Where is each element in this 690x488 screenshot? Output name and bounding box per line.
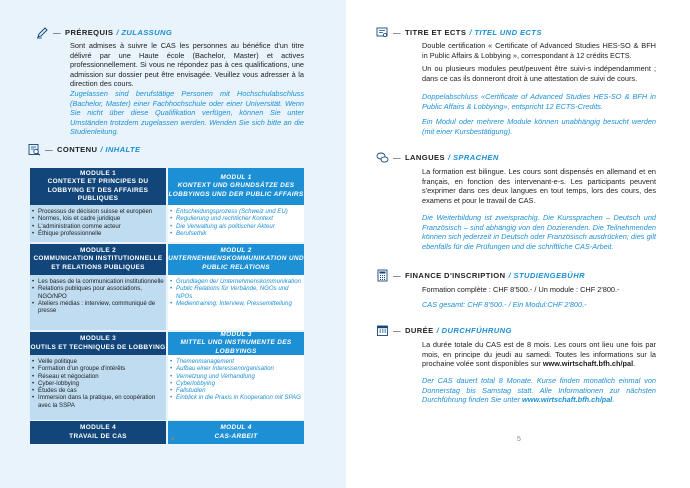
list-item: • Vernetzung und Verhandlung: [168, 373, 304, 380]
list-item: • Les bases de la communication institutionnelle: [30, 278, 166, 285]
list-item: • Immersion dans la pratique, en coopération avec la SSPA: [30, 394, 166, 409]
page-number-left: 4: [171, 436, 175, 443]
langues-heading: — LANGUES / SPRACHEN: [376, 151, 499, 164]
list-item: • Medientraining: Interview, Pressemitteilung: [168, 300, 304, 307]
list-item: • Normes, lois et cadre juridique: [30, 215, 166, 222]
langues-text-de: Die Weiterbildung ist zweisprachig. Die Kurssprachen – Deutsch und Französisch – sind abhängig von den Dozierenden. Die Teilnehmenden können sich jederzeit in Deutsch oder Französisch ausdrücken; dies gilt ebenfalls für die Prüfungen und die schriftliche CAS-Arbeit.: [422, 213, 656, 251]
prerequis-text-de: Zugelassen sind berufstätige Personen mit Hochschulabschluss (Bachelor, Master) einer Fachhochschule oder einer Universität. Wenn Sie nicht über diese Qualifikation verfügen, können Sie unter Umständen trotzdem zugelassen werden. Wenden Sie sich bitte an die Studienleitung.: [70, 89, 304, 137]
pen-icon: [36, 26, 49, 39]
list-item: • Relations publiques pour associations, NGO/NPO: [30, 285, 166, 300]
module-4-fr-header: MODULE 4 TRAVAIL DE CAS: [30, 421, 166, 444]
finance-heading: — FINANCE D'INSCRIPTION / STUDIENGEBÜHR: [376, 269, 585, 282]
list-item: • Berufsethik: [168, 230, 304, 237]
prerequis-heading: — PRÉREQUIS / ZULASSUNG: [36, 26, 172, 39]
module-4-de-header: MODUL 4 CAS-ARBEIT: [168, 421, 304, 444]
duree-text-fr: La durée totale du CAS est de 8 mois. Les cours ont lieu une fois par mois, en principe du jeudi au samedi. Toutes les informations sur la prochaine volée sont disponibles sur www.wirtschaft.bfh.ch/pal.: [422, 340, 656, 369]
certificate-icon: [376, 26, 389, 39]
finance-text-de: CAS gesamt: CHF 8'500.- / Ein Modul:CHF 2'800.-: [422, 300, 587, 309]
list-item: • Veille politique: [30, 358, 166, 365]
module-1-de-header: MODUL 1 KONTEXT UND GRUNDSÄTZE DES LOBBYINGS UND DER PUBLIC AFFAIRS: [168, 168, 304, 205]
search-list-icon: [28, 143, 41, 156]
duree-text-de: Der CAS dauert total 8 Monate. Kurse finden monatlich einmal von Donnerstag bis Samstag statt. Alle Informationen zur nächsten Durchführung finden Sie unter www.wirtschaft.bfh.ch/pal.: [422, 376, 656, 405]
titre-text-fr-1: Double certification « Certificate of Advanced Studies HES-SO & BFH in Public Affairs & Lobbying », correspondant à 12 crédits ECTS.: [422, 41, 656, 60]
list-item: • Themenmanagement: [168, 358, 304, 365]
module-3-de-header: MODUL 3 MITTEL UND INSTRUMENTE DES LOBBYINGS: [168, 332, 304, 355]
list-item: • Grundlagen der Unternehmenskommunikation: [168, 278, 304, 285]
list-item: • L'administration comme acteur: [30, 223, 166, 230]
duree-heading: — DURÉE / DURCHFÜHRUNG: [376, 324, 512, 337]
module-1-de-list: [168, 205, 304, 242]
list-item: • Processus de décision suisse et européen: [30, 208, 166, 215]
module-2-de-list: [168, 275, 304, 330]
list-item: • Formation d'un groupe d'intérêts: [30, 365, 166, 372]
titre-text-de-1: Doppelabschluss «Certificate of Advanced Studies HES-SO & BFH in Public Affairs & Lobbying», entspricht 12 ECTS-Credits.: [422, 92, 656, 111]
list-item: • Éthique professionnelle: [30, 230, 166, 237]
speech-bubbles-icon: [376, 151, 389, 164]
titre-text-fr-2: Un ou plusieurs modules peut/peuvent être suivi-s indépendamment ; dans ce cas ils donneront droit à une attestation de suivi de cours.: [422, 64, 656, 83]
module-2-fr-header: MODULE 2 COMMUNICATION INSTITUTIONNELLE ET RELATIONS PUBLIQUES: [30, 244, 166, 275]
module-3-fr-list: [30, 355, 166, 420]
list-item: • Fallstudien: [168, 387, 304, 394]
module-1-fr-header: MODULE 1 CONTEXTE ET PRINCIPES DU LOBBYING ET DES AFFAIRES PUBLIQUES: [30, 168, 166, 205]
prerequis-text-fr: Sont admises à suivre le CAS les personnes au bénéfice d'un titre délivré par une Haute école (Bachelor, Master) et actives professionnellement. Si vous ne répondez pas à ces qualifications, une admission sur dossier peut être envisagée. Veuillez vous adresser à la direction des cours.: [70, 41, 304, 89]
module-1-fr-list: [30, 205, 166, 242]
list-item: • Réseau et négociation: [30, 373, 166, 380]
langues-text-fr: La formation est bilingue. Les cours sont dispensés en allemand et en français, en fonction des intervenant-e-s. Les participants peuvent s'exprimer dans ces deux langues en tout temps, lors des cours, des examens et pour le travail de CAS.: [422, 167, 656, 205]
module-2-de-header: MODUL 2 UNTERNEHMENSKOMMUNIKATION UND PUBLIC RELATIONS: [168, 244, 304, 275]
titre-text-de-2: Ein Modul oder mehrere Module können unabhängig besucht werden (mit einer Kursbestätigung).: [422, 117, 656, 136]
duree-link-fr[interactable]: www.wirtschaft.bfh.ch/pal: [542, 359, 634, 369]
list-item: • Regulierung und rechtlicher Kontext: [168, 215, 304, 222]
list-item: • Aufbau einer Interessenorganisation: [168, 365, 304, 372]
list-item: • Public Relations für Verbände, NGOs und NPOs: [168, 285, 304, 300]
module-3-de-list: [168, 355, 304, 420]
list-item: • Die Verwaltung als politischer Akteur: [168, 223, 304, 230]
contenu-heading: — CONTENU / INHALTE: [28, 143, 141, 156]
finance-text-fr: Formation complète : CHF 8'500.- / Un module : CHF 2'800.-: [422, 285, 620, 294]
page-number-right: 5: [517, 436, 521, 443]
list-item: • Cyberlobbying: [168, 380, 304, 387]
calendar-icon: [376, 324, 389, 337]
list-item: • Cyber-lobbying: [30, 380, 166, 387]
list-item: • Ateliers médias : interview, communiqué de presse: [30, 300, 166, 315]
list-item: • Études de cas: [30, 387, 166, 394]
list-item: • Einblick in die Praxis in Kooperation mit SPAG: [168, 394, 304, 401]
right-page: [346, 0, 690, 488]
module-3-fr-header: MODULE 3 OUTILS ET TECHNIQUES DE LOBBYING: [30, 332, 166, 355]
list-item: • Entscheidungsprozess (Schweiz und EU): [168, 208, 304, 215]
module-2-fr-list: [30, 275, 166, 330]
duree-link-de[interactable]: www.wirtschaft.bfh.ch/pal: [522, 395, 613, 405]
calculator-icon: [376, 269, 389, 282]
titre-heading: — TITRE ET ECTS / TITEL UND ECTS: [376, 26, 542, 39]
